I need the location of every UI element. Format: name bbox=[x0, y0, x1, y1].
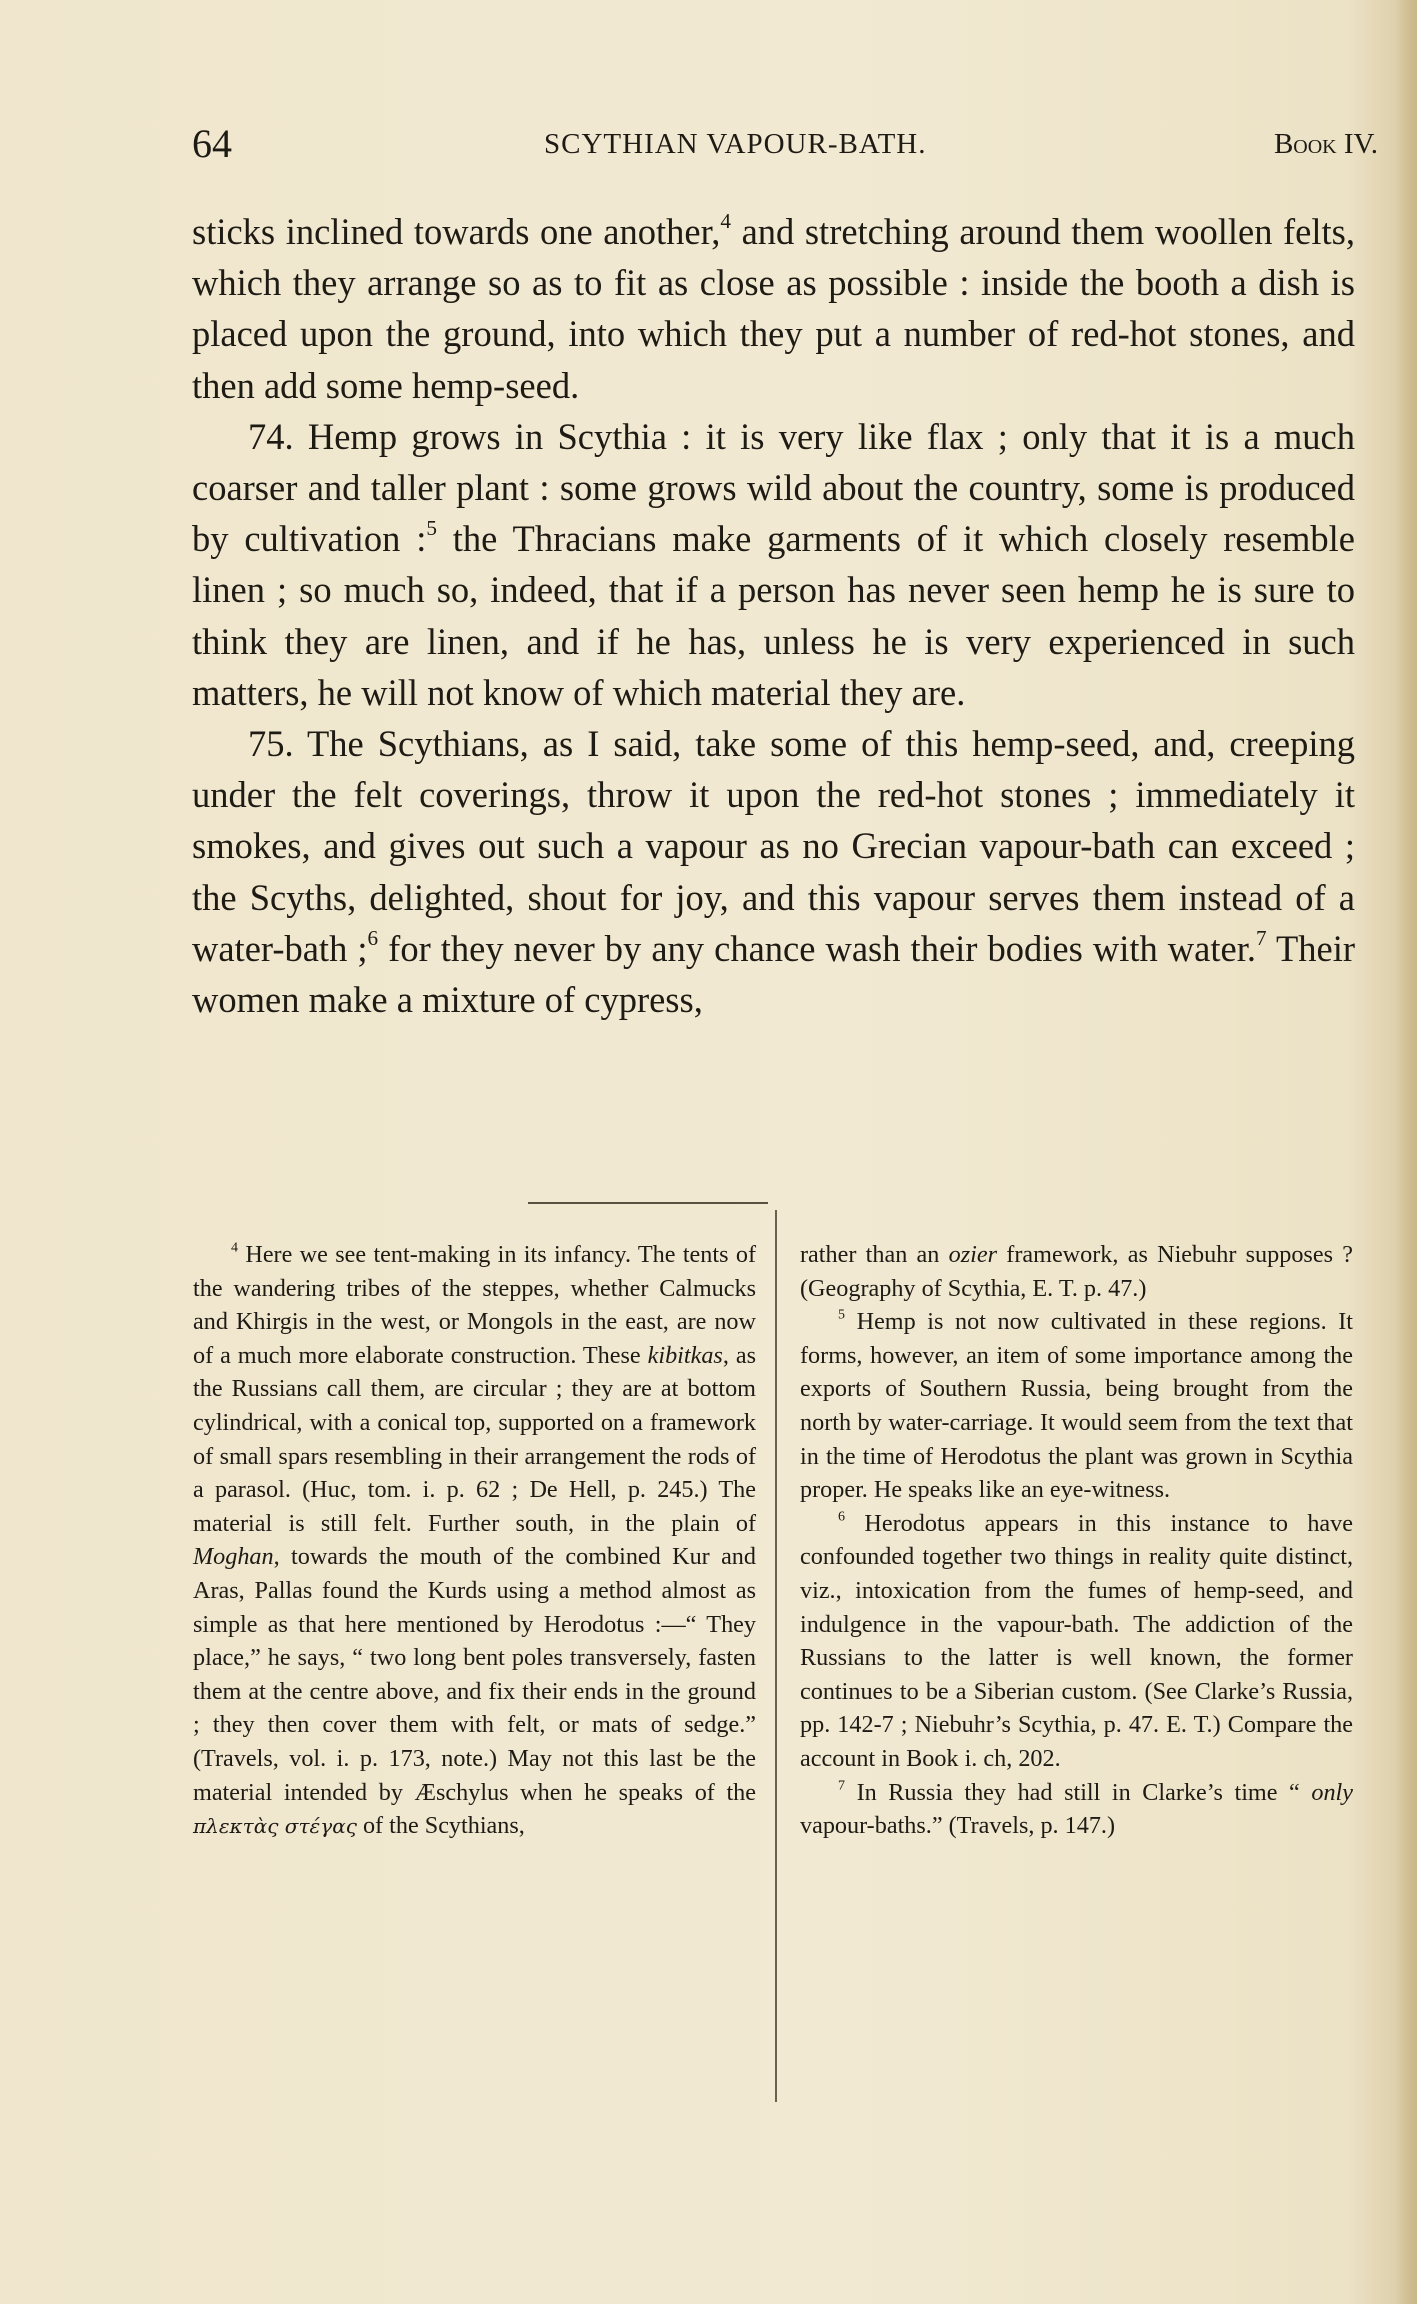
footnote-column-divider bbox=[775, 1210, 777, 2102]
running-head bbox=[192, 120, 1378, 170]
footnote-ref-6: 6 bbox=[367, 925, 379, 950]
footnote-6: $^6$ Herodotus appears in this instance to have confounded together two things in reality quite distinct, viz., intoxication from the fumes of hemp-seed, and indulgence in the vapour-bath. The addiction of the Russians to the latter is well known, the former continues to be a Siberian custom. (See Clarke’s Russia, pp. 142-7 ; Niebuhr’s Scythia, p. 47. E. T.) Compare the account in Book i. ch, 202. bbox=[800, 1508, 1353, 1772]
footnote-ref-7: 7 bbox=[1255, 925, 1267, 950]
greek-phrase: πλεκτὰς στέγας bbox=[193, 1814, 357, 1839]
main-text bbox=[192, 206, 1355, 1025]
paragraph-74: 74. Hemp grows in Scythia : it is very like flax ; only that it is a much coarser and taller plant : some grows wild about the country, some is produced by cultivation :$^5$ the Thracians make garments of it which closely resemble linen ; so much so, indeed, that if a person has never seen hemp he is sure to think they are linen, and if he has, unless he is very experienced in such matters, he will not know of which material they are. bbox=[192, 415, 1355, 713]
footnote-7: $^7$ In Russia they had still in Clarke’s time “ only vapour-baths.” (Travels, p. 147.) bbox=[800, 1776, 1353, 1840]
footnote-ref-4: 4 bbox=[720, 209, 731, 234]
footnotes-right-column bbox=[800, 1238, 1353, 1843]
footnote-ref-5: 5 bbox=[426, 516, 437, 541]
paragraph-continued: sticks inclined towards one another,$^4$ and stretching around them woollen felts, which they arrange so as to fit as close as possible : inside the booth a dish is placed upon the ground, into which they put a number of red-hot stones, and then add some hemp-seed. bbox=[192, 209, 1355, 406]
footnote-4-continued: rather than an ozier framework, as Niebuhr supposes ? (Geography of Scythia, E. T. p. 47.) bbox=[800, 1241, 1353, 1302]
footnote-5: $^5$ Hemp is not now cultivated in these regions. It forms, however, an item of some importance among the exports of Southern Russia, being brought from the north by water-carriage. It would seem from the text that in the time of Herodotus the plant was grown in Scythia proper. He speaks like an eye-witness. bbox=[800, 1306, 1353, 1504]
footnotes-left-column bbox=[193, 1238, 756, 1844]
footnote-4: $^4$ Here we see tent-making in its infancy. The tents of the wandering tribes of the steppes, whether Calmucks and Khirgis in the west, or Mongols in the east, are now of a much more elaborate construction. These kibitkas, as the Russians call them, are circular ; they are at bottom cylindrical, with a conical top, supported on a framework of small spars resembling in their arrangement the rods of a parasol. (Huc, tom. i. p. 62 ; De Hell, p. 245.) The material is still felt. Further south, in the plain of Moghan, towards the mouth of the combined Kur and Aras, Pallas found the Kurds using a method almost as simple as that here mentioned by Herodotus :—“ They place,” he says, “ two long bent poles transversely, fasten them at the centre above, and fix their ends in the ground ; they then cover them with felt, or mats of sedge.” (Travels, vol. i. p. 173, note.) May not this last be the material intended by Æschylus when he speaks of the πλεκτὰς στέγας of the Scythians, bbox=[193, 1239, 756, 1840]
book-label: Book IV. bbox=[1273, 128, 1378, 160]
page-edge-shadow bbox=[1395, 0, 1417, 2304]
footnote-rule bbox=[528, 1202, 768, 1204]
page-number: 64 bbox=[192, 121, 232, 166]
paragraph-75: 75. The Scythians, as I said, take some of this hemp-seed, and, creeping under the felt coverings, throw it upon the red-hot stones ; immediately it smokes, and gives out such a vapour as no Grecian vapour-bath can exceed ; the Scyths, delighted, shout for joy, and this vapour serves them instead of a water-bath ;$^6$ for they never by any chance wash their bodies with water.$^7$ Their women make a mixture of cypress, bbox=[192, 723, 1356, 1021]
running-title: SCYTHIAN VAPOUR-BATH. bbox=[544, 128, 927, 160]
